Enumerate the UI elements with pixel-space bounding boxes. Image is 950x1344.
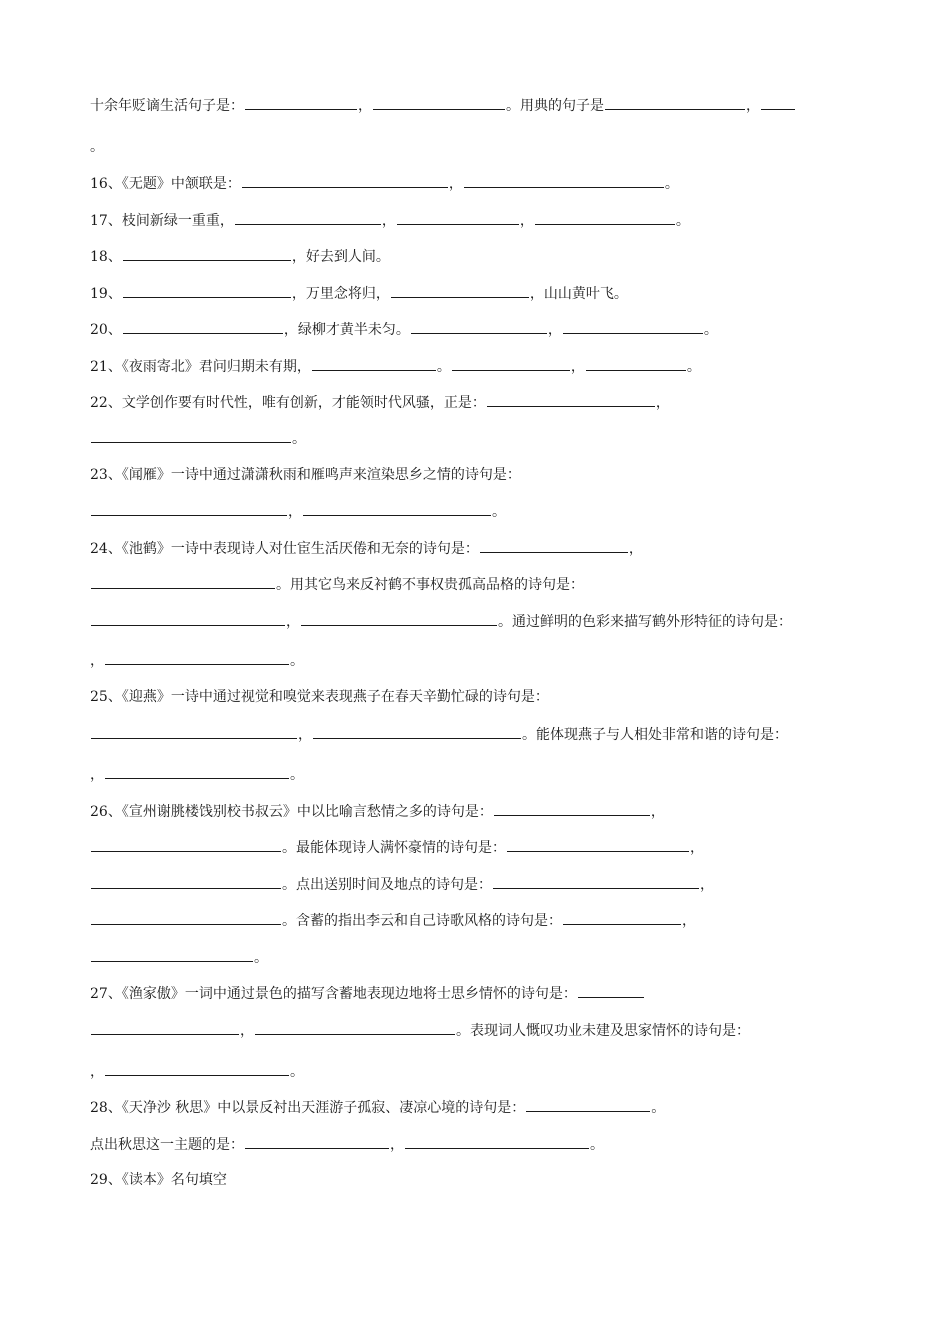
intro-question-text: 十余年贬谪生活句子是： bbox=[90, 98, 244, 114]
question-number: 17、 bbox=[90, 213, 122, 229]
answer-blank[interactable] bbox=[91, 1019, 239, 1035]
question-text: 。表现词人慨叹功业未建及思家情怀的诗句是： bbox=[456, 1023, 750, 1039]
period: 。 bbox=[90, 139, 104, 155]
answer-blank[interactable] bbox=[507, 836, 689, 852]
period: 。 bbox=[675, 213, 690, 229]
question-text: 绿柳才黄半未匀。 bbox=[297, 322, 410, 338]
intro-question-line bbox=[90, 94, 854, 116]
question-number: 24、 bbox=[90, 541, 122, 557]
comma: ， bbox=[628, 541, 643, 557]
question-23-line-2 bbox=[90, 500, 854, 522]
answer-blank[interactable] bbox=[312, 355, 436, 371]
answer-blank[interactable] bbox=[586, 355, 686, 371]
question-17 bbox=[90, 209, 854, 231]
answer-blank[interactable] bbox=[578, 982, 644, 998]
question-25-line-2 bbox=[90, 723, 854, 745]
comma: ， bbox=[288, 504, 302, 520]
answer-blank[interactable] bbox=[105, 649, 289, 665]
comma: ， bbox=[570, 359, 585, 375]
question-21 bbox=[90, 355, 854, 377]
comma: ， bbox=[240, 1023, 254, 1039]
question-text: 。通过鲜明的色彩来描写鹤外形特征的诗句是： bbox=[498, 614, 792, 630]
answer-blank[interactable] bbox=[397, 209, 519, 225]
question-28-line-2 bbox=[90, 1133, 854, 1155]
answer-blank[interactable] bbox=[761, 94, 795, 110]
answer-blank[interactable] bbox=[91, 873, 281, 889]
answer-blank[interactable] bbox=[526, 1096, 650, 1112]
comma: ， bbox=[381, 213, 396, 229]
question-number: 16、 bbox=[90, 176, 122, 192]
answer-blank[interactable] bbox=[563, 318, 703, 334]
answer-blank[interactable] bbox=[91, 500, 287, 516]
period: 。 bbox=[590, 1137, 604, 1153]
answer-blank[interactable] bbox=[452, 355, 570, 371]
comma: ， bbox=[519, 213, 534, 229]
period: 。 bbox=[254, 950, 268, 966]
answer-blank[interactable] bbox=[235, 209, 381, 225]
question-text: 《渔家傲》一词中通过景色的描写含蓄地表现边地将士思乡情怀的诗句是： bbox=[121, 986, 577, 1002]
comma: ， bbox=[286, 614, 300, 630]
comma: ， bbox=[529, 286, 544, 302]
question-number: 22、 bbox=[90, 395, 122, 411]
question-text: 。最能体现诗人满怀豪情的诗句是： bbox=[282, 840, 506, 856]
answer-blank[interactable] bbox=[245, 1133, 389, 1149]
comma: ， bbox=[283, 322, 298, 338]
question-text: 。含蓄的指出李云和自己诗歌风格的诗句是： bbox=[282, 913, 562, 929]
question-26-line-3 bbox=[90, 873, 854, 895]
answer-blank[interactable] bbox=[487, 391, 655, 407]
answer-blank[interactable] bbox=[91, 909, 281, 925]
answer-blank[interactable] bbox=[494, 800, 650, 816]
question-text: 好去到人间。 bbox=[305, 249, 390, 265]
question-26-line-4 bbox=[90, 909, 854, 931]
question-16 bbox=[90, 172, 854, 194]
intro-question-line-2 bbox=[90, 136, 854, 158]
answer-blank[interactable] bbox=[313, 723, 521, 739]
period: 。 bbox=[651, 1100, 666, 1116]
question-23 bbox=[90, 464, 854, 486]
question-text: 《池鹤》一诗中表现诗人对仕宦生活厌倦和无奈的诗句是： bbox=[121, 541, 479, 557]
question-number: 29、 bbox=[90, 1172, 122, 1188]
question-25-line-3 bbox=[90, 763, 854, 785]
question-number: 27、 bbox=[90, 986, 122, 1002]
comma: ， bbox=[700, 877, 714, 893]
question-number: 25、 bbox=[90, 689, 122, 705]
period: 。 bbox=[664, 176, 679, 192]
answer-blank[interactable] bbox=[464, 172, 664, 188]
question-26 bbox=[90, 800, 854, 822]
question-22-line-2 bbox=[90, 427, 854, 449]
answer-blank[interactable] bbox=[605, 94, 745, 110]
question-number: 23、 bbox=[90, 467, 122, 483]
answer-blank[interactable] bbox=[245, 94, 357, 110]
question-22 bbox=[90, 391, 854, 413]
question-text: 《闻雁》一诗中通过潇潇秋雨和雁鸣声来渲染思乡之情的诗句是： bbox=[121, 467, 521, 483]
comma: ， bbox=[90, 653, 104, 669]
answer-blank[interactable] bbox=[91, 723, 297, 739]
answer-blank[interactable] bbox=[91, 427, 291, 443]
comma: ， bbox=[90, 1064, 104, 1080]
question-text: 。用其它鸟来反衬鹤不事权贵孤高品格的诗句是： bbox=[276, 577, 584, 593]
answer-blank[interactable] bbox=[563, 909, 681, 925]
answer-blank[interactable] bbox=[123, 282, 291, 298]
question-text: 。能体现燕子与人相处非常和谐的诗句是： bbox=[522, 727, 788, 743]
question-number: 19、 bbox=[90, 286, 122, 302]
answer-blank[interactable] bbox=[411, 318, 547, 334]
question-26-line-2 bbox=[90, 836, 854, 858]
question-text: 点出秋思这一主题的是： bbox=[90, 1137, 244, 1153]
question-27 bbox=[90, 982, 854, 1004]
answer-blank[interactable] bbox=[91, 836, 281, 852]
comma: ， bbox=[650, 804, 665, 820]
period: 。 bbox=[492, 504, 506, 520]
comma: ， bbox=[358, 98, 372, 114]
answer-blank[interactable] bbox=[91, 610, 285, 626]
comma: ， bbox=[291, 286, 306, 302]
question-24-line-2 bbox=[90, 573, 854, 595]
question-text: 《夜雨寄北》君问归期未有期， bbox=[121, 359, 311, 375]
question-27-line-2 bbox=[90, 1019, 854, 1041]
question-number: 18、 bbox=[90, 249, 122, 265]
comma: ， bbox=[690, 840, 704, 856]
question-29 bbox=[90, 1169, 854, 1191]
intro-question-mid-text: 。用典的句子是 bbox=[506, 98, 604, 114]
question-number: 26、 bbox=[90, 804, 122, 820]
question-text: 山山黄叶飞。 bbox=[543, 286, 628, 302]
answer-blank[interactable] bbox=[493, 873, 699, 889]
question-text: 枝间新绿一重重， bbox=[121, 213, 234, 229]
answer-blank[interactable] bbox=[373, 94, 505, 110]
question-text: 《宣州谢朓楼饯别校书叔云》中以比喻言愁情之多的诗句是： bbox=[121, 804, 493, 820]
question-19 bbox=[90, 282, 854, 304]
question-24-line-3 bbox=[90, 610, 854, 632]
period: 。 bbox=[686, 359, 701, 375]
answer-blank[interactable] bbox=[255, 1019, 455, 1035]
period: 。 bbox=[436, 359, 451, 375]
comma: ， bbox=[390, 1137, 404, 1153]
comma: ， bbox=[655, 395, 670, 411]
comma: ， bbox=[298, 727, 312, 743]
answer-blank[interactable] bbox=[91, 946, 253, 962]
answer-blank[interactable] bbox=[303, 500, 491, 516]
question-number: 20、 bbox=[90, 322, 122, 338]
question-text: 《天净沙 秋思》中以景反衬出天涯游子孤寂、凄凉心境的诗句是： bbox=[121, 1100, 526, 1116]
question-18 bbox=[90, 245, 854, 267]
answer-blank[interactable] bbox=[480, 537, 628, 553]
answer-blank[interactable] bbox=[105, 1060, 289, 1076]
question-26-line-5 bbox=[90, 946, 854, 968]
question-number: 21、 bbox=[90, 359, 122, 375]
question-27-line-3 bbox=[90, 1060, 854, 1082]
question-text: 《读本》名句填空 bbox=[121, 1172, 227, 1188]
answer-blank[interactable] bbox=[91, 573, 275, 589]
answer-blank[interactable] bbox=[391, 282, 529, 298]
comma: ， bbox=[448, 176, 463, 192]
question-text: 。点出送别时间及地点的诗句是： bbox=[282, 877, 492, 893]
answer-blank[interactable] bbox=[123, 245, 291, 261]
period: 。 bbox=[703, 322, 718, 338]
comma: ， bbox=[291, 249, 306, 265]
question-24 bbox=[90, 537, 854, 559]
question-28 bbox=[90, 1096, 854, 1118]
question-20 bbox=[90, 318, 854, 340]
question-text: 文学创作要有时代性，唯有创新，才能领时代风骚，正是： bbox=[121, 395, 486, 411]
answer-blank[interactable] bbox=[105, 763, 289, 779]
question-text: 《迎燕》一诗中通过视觉和嗅觉来表现燕子在春天辛勤忙碌的诗句是： bbox=[121, 689, 549, 705]
answer-blank[interactable] bbox=[123, 318, 283, 334]
answer-blank[interactable] bbox=[301, 610, 497, 626]
question-number: 28、 bbox=[90, 1100, 122, 1116]
comma: ， bbox=[682, 913, 696, 929]
question-text: 万里念将归， bbox=[305, 286, 390, 302]
period: 。 bbox=[292, 431, 306, 447]
question-25 bbox=[90, 686, 854, 708]
comma: ， bbox=[746, 98, 760, 114]
comma: ， bbox=[90, 767, 104, 783]
answer-blank[interactable] bbox=[535, 209, 675, 225]
period: 。 bbox=[290, 767, 304, 783]
period: 。 bbox=[290, 653, 304, 669]
question-24-line-4 bbox=[90, 649, 854, 671]
answer-blank[interactable] bbox=[242, 172, 448, 188]
question-text: 《无题》中颔联是： bbox=[121, 176, 241, 192]
comma: ， bbox=[547, 322, 562, 338]
answer-blank[interactable] bbox=[405, 1133, 589, 1149]
period: 。 bbox=[290, 1064, 304, 1080]
